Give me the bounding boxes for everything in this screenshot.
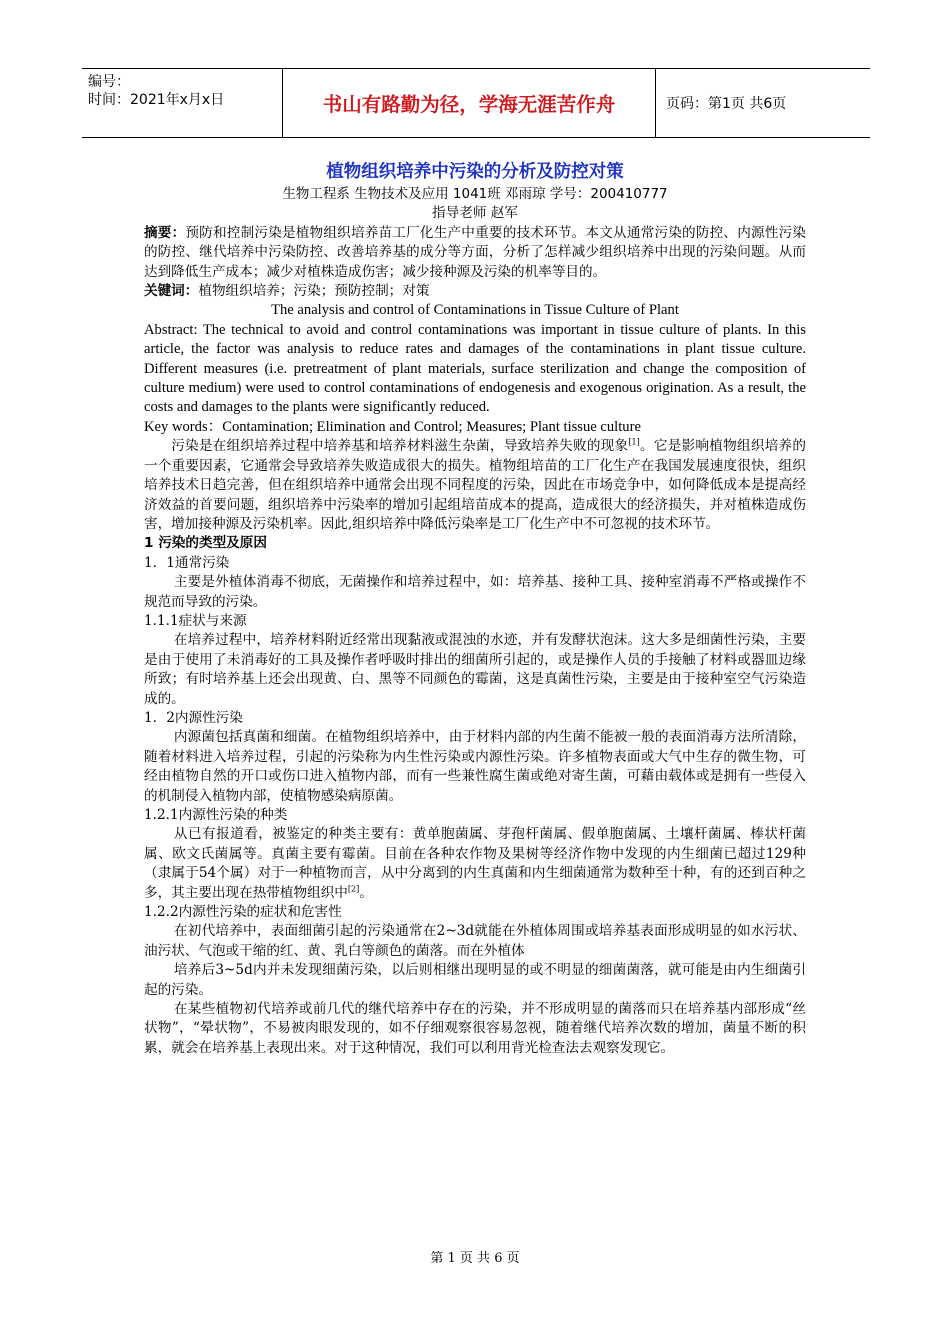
intro-paragraph — [144, 437, 806, 534]
section-1-2-text: 内源菌包括真菌和细菌。在植物组织培养中，由于材料内部的内生菌不能被一般的表面消毒方法所清除，随着材料进入培养过程，引起的污染称为内生性污染或内源性污染。许多植物表面或大气中生存的微生物，可经由植物自然的开口或伤口进入植物内部，而有一些兼性腐生菌或绝对寄生菌，可藉由载体或是拥有一些侵入的机制侵入植物内部，使植物感染病原菌。 — [144, 729, 806, 804]
document-body — [144, 160, 806, 1058]
header-meta — [82, 69, 282, 137]
section-1-2-1-heading: 1.2.1内源性污染的种类 — [144, 807, 288, 823]
section-1-2-2-heading: 1.2.2内源性污染的症状和危害性 — [144, 904, 342, 921]
time-label: 时间：2021年x月x日 — [88, 92, 225, 108]
keywords-en: Key words：Contamination; Elimination and Control; Measures; Plant tissue culture — [144, 418, 641, 435]
header-motto: 书山有路勤为径，学海无涯苦作舟 — [282, 69, 656, 137]
section-1-1-1-text: 在培养过程中，培养材料附近经常出现黏液或混浊的水迹，并有发酵状泡沫。这大多是细菌性污染，主要是由于使用了未消毒好的工具及操作者呼吸时排出的细菌所引起的，或是操作人员的手接触了材料或器皿边缘所致；有时培养基上还会出现黄、白、黑等不同颜色的霉菌，这是真菌性污染，主要是由于接种室空气污染造成的。 — [144, 632, 806, 707]
keywords-cn — [144, 282, 806, 301]
section-1-1-text: 主要是外植体消毒不彻底，无菌操作和培养过程中，如：培养基、接种工具、接种室消毒不严格或操作不规范而导致的污染。 — [144, 574, 806, 610]
abstract-cn-label: 摘要： — [144, 224, 186, 241]
advisor-line: 指导老师 赵军 — [432, 205, 518, 222]
section-1-heading: 1 污染的类型及原因 — [144, 535, 267, 552]
abstract-cn-text: 预防和控制污染是植物组织培养苗工厂化生产中重要的技术环节。本文从通常污染的防控、内源性污染的防控、继代培养中污染防控、改善培养基的成分等方面，分析了怎样减少组织培养中出现的污染问题。从而达到降低生产成本；减少对植株造成伤害；减少接种源及污染的机率等目的。 — [144, 224, 806, 280]
english-title: The analysis and control of Contaminations in Tissue Culture of Plant — [271, 302, 679, 319]
document-header — [82, 68, 870, 138]
header-page-label: 页码：第1页 共6页 — [666, 96, 787, 112]
keywords-cn-label: 关键词： — [144, 283, 199, 300]
section-1-2-1-text — [144, 825, 806, 903]
section-1-2-1-text-b: 。 — [359, 884, 373, 901]
page-title: 植物组织培养中污染的分析及防控对策 — [326, 162, 624, 182]
section-1-2-2-p1: 在初代培养中，表面细菌引起的污染通常在2~3d就能在外植体周围或培养基表面形成明显的如水污状、油污状、气泡或干缩的红、黄、乳白等颜色的菌落。而在外植体 — [144, 923, 806, 959]
page-footer: 第 1 页 共 6 页 — [430, 1251, 520, 1266]
section-1-2-1-text-a: 从已有报道看，被鉴定的种类主要有：黄单胞菌属、芽孢杆菌属、假单胞菌属、土壤杆菌属、棒状杆菌属、欧文氏菌属等。真菌主要有霉菌。目前在各种农作物及果树等经济作物中发现的内生细菌已超过129种（隶属于54个属）对于一种植物而言，从中分离到的内生真菌和内生细菌通常为数种至十种，有的还到百种之多，其主要出现在热带植物组织中 — [144, 826, 806, 901]
intro-citation: [1] — [628, 437, 640, 447]
section-1-2-2-p2: 培养后3~5d内并未发现细菌污染，以后则相继出现明显的或不明显的细菌菌落，就可能是由内生细菌引起的污染。 — [144, 962, 806, 998]
section-1-1-1-heading: 1.1.1症状与来源 — [144, 612, 247, 629]
abstract-cn — [144, 224, 806, 282]
abstract-en: Abstract: The technical to avoid and control contaminations was important in tissue culture of plants. In this article, the factor was analysis to reduce rates and damages of the contaminations in plant tissue culture. Different measures (i.e. pretreatment of plant materials, surface sterilization and change the composition of culture medium) were used to control contaminations of endogenesis and exogenous origination. As a result, the costs and damages to the plants were significantly reduced. — [144, 321, 806, 416]
keywords-cn-text: 植物组织培养；污染；预防控制；对策 — [198, 283, 430, 300]
intro-text-a: 污染是在组织培养过程中培养基和培养材料滋生杂菌，导致培养失败的现象 — [171, 438, 629, 455]
section-1-2-2-p3: 在某些植物初代培养或前几代的继代培养中存在的污染，并不形成明显的菌落而只在培养基内部形成“丝状物”，“晕状物”，不易被肉眼发现的，如不仔细观察很容易忽视，随着继代培养次数的增加，菌量不断的积累，就会在培养基上表现出来。对于这种情况，我们可以利用背光检查法去观察发现它。 — [144, 1001, 806, 1056]
section-1-2-heading: 1．2内源性污染 — [144, 709, 243, 726]
section-1-2-1-citation: [2] — [347, 884, 360, 894]
number-label: 编号： — [88, 74, 130, 90]
section-1-1-heading: 1．1通常污染 — [144, 554, 230, 571]
intro-text-b: 。它是影响植物组织培养的一个重要因素，它通常会导致培养失败造成很大的损失。植物组培苗的工厂化生产在我国发展速度很快，组织培养技术日趋完善，但在组织培养中通常会出现不同程度的污染，因此在市场竞争中，如何降低成本是提高经济效益的首要问题，组织培养中污染率的增加引起组培苗成本的提高，造成很大的经济损失，并对植株造成伤害，增加接种源及污染机率。因此,组织培养中降低污染率是工厂化生产中不可忽视的技术环节。 — [144, 438, 807, 532]
author-line: 生物工程系 生物技术及应用 1041班 邓雨琼 学号：200410777 — [282, 186, 668, 202]
